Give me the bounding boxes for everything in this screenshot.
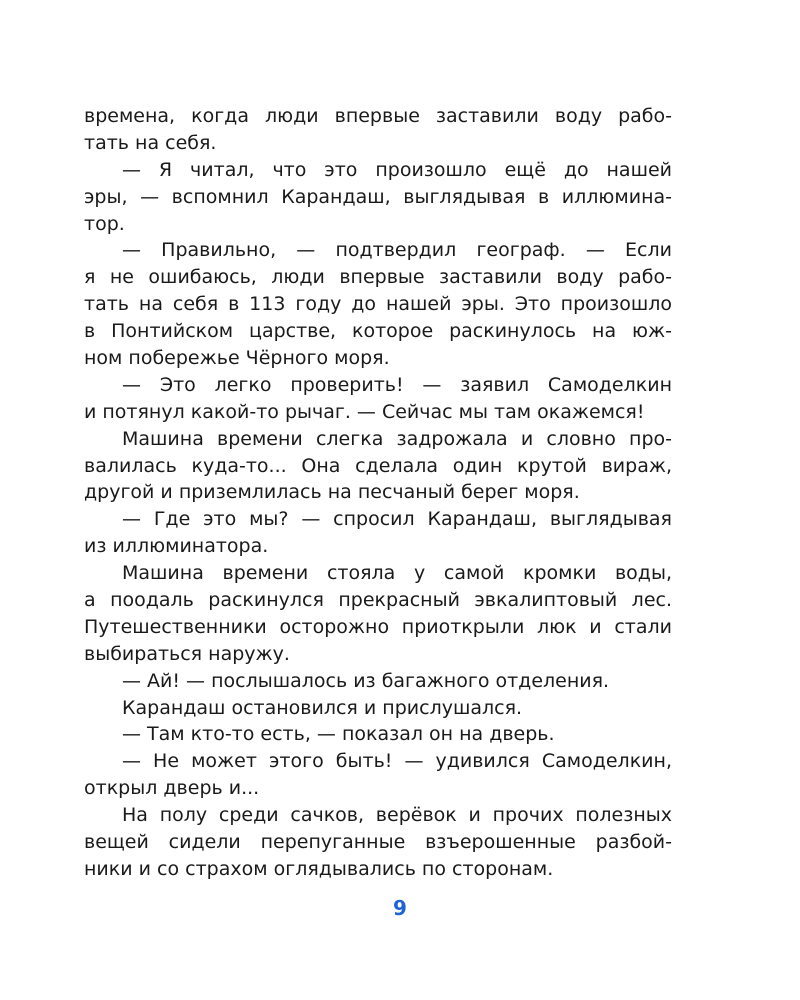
text-line: тать на себя в 113 году до нашей эры. Это произошло [84,293,672,316]
text-line: — Я читал, что это произошло ещё до нашей [122,158,672,181]
text-line: ники и со страхом оглядывались по сторонам. [84,857,554,880]
text-line: из иллюминатора. [84,535,269,558]
text-line: времена, когда люди впервые заставили воду рабо- [84,105,672,127]
page-number: 9 [393,896,407,920]
text-line: — Не может этого быть! — удивился Самоделкин, [122,750,672,773]
text-line: эры, — вспомнил Карандаш, выглядывая в иллюмина- [84,185,672,208]
text-line: ном побережье Чёрного моря. [84,347,390,370]
text-line: — Правильно, — подтвердил географ. — Если [122,239,672,262]
text-line: Машина времени стояла у самой кромки воды, [122,562,672,585]
text-line: я не ошибаюсь, люди впервые заставили воду рабо- [84,266,672,289]
page-text [84,103,672,883]
text-line: Карандаш остановился и прислушался. [122,696,523,719]
text-line: На полу среди сачков, верёвок и прочих полезных [122,804,672,827]
text-line: выбираться наружу. [84,642,290,665]
text-line: вещей сидели перепуганные взъерошенные разбой- [84,831,672,854]
text-line: — Там кто-то есть, — показал он на дверь. [122,723,555,746]
text-line: другой и приземлилась на песчаный берег моря. [84,481,580,504]
text-line: валилась куда-то... Она сделала один крутой вираж, [84,454,672,477]
text-line: — Где это мы? — спросил Карандаш, выглядывая [122,508,672,531]
text-line: Путешественники осторожно приоткрыли люк и стали [84,615,672,638]
text-line: тор. [84,212,125,235]
text-line: и потянул какой-то рычаг. — Сейчас мы там окажемся! [84,400,645,423]
text-line: а поодаль раскинулся прекрасный эвкалиптовый лес. [84,589,672,612]
text-line: открыл дверь и... [84,777,260,800]
text-line: — Это легко проверить! — заявил Самоделкин [122,373,672,396]
text-line: Машина времени слегка задрожала и словно про- [122,427,672,450]
text-line: в Понтийском царстве, которое раскинулось на юж- [84,320,672,343]
text-line: — Ай! — послышалось из багажного отделения. [122,669,610,692]
text-line: тать на себя. [84,131,217,154]
